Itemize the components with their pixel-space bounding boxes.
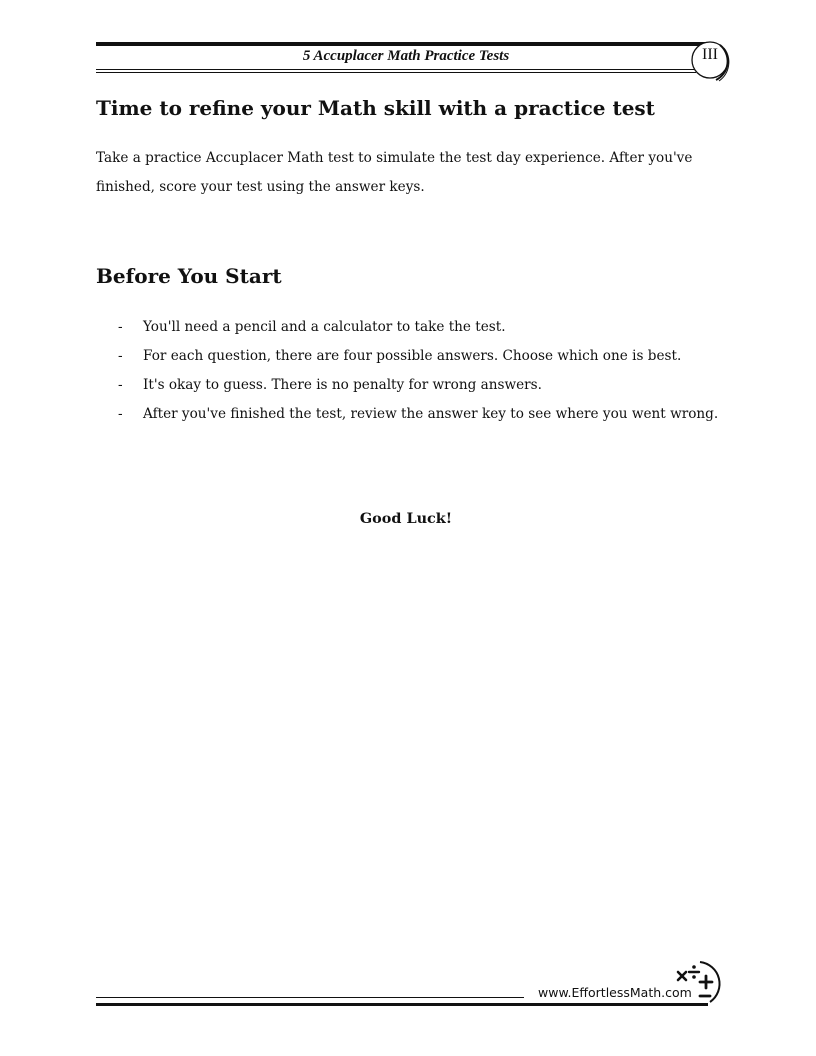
- math-operators-icon: [670, 958, 722, 1008]
- bullet-dash: -: [118, 406, 123, 422]
- intro-paragraph: Take a practice Accuplacer Math test to simulate the test day experience. After you've finished, score your test using the answer keys.: [96, 150, 693, 195]
- header-rule-top: [96, 42, 710, 46]
- list-item: [96, 400, 736, 429]
- page-heading: Time to refine your Math skill with a practice test: [96, 96, 655, 120]
- header-rule-bottom: [96, 69, 696, 70]
- instructions-list: [96, 313, 736, 429]
- section-heading: Before You Start: [96, 264, 282, 288]
- closing-text: Good Luck!: [359, 510, 453, 527]
- list-item-text: You'll need a pencil and a calculator to take the test.: [143, 319, 506, 335]
- running-header-title: 5 Accuplacer Math Practice Tests: [302, 48, 510, 64]
- footer-rule-thin: [96, 997, 524, 998]
- list-item-text: After you've finished the test, review the answer key to see where you went wrong.: [143, 406, 719, 422]
- footer-rule-thick: [96, 1003, 708, 1006]
- header-rule-bottom-2: [96, 72, 696, 73]
- bullet-dash: -: [118, 348, 123, 364]
- footer-website-url: www.EffortlessMath.com: [538, 985, 692, 1000]
- list-item-text: It's okay to guess. There is no penalty for wrong answers.: [143, 377, 542, 393]
- list-item-text: For each question, there are four possible answers. Choose which one is best.: [143, 348, 682, 364]
- bullet-dash: -: [118, 319, 123, 335]
- list-item: [96, 342, 736, 371]
- list-item: [96, 371, 736, 400]
- page-number: III: [702, 46, 718, 63]
- bullet-dash: -: [118, 377, 123, 393]
- list-item: [96, 313, 736, 342]
